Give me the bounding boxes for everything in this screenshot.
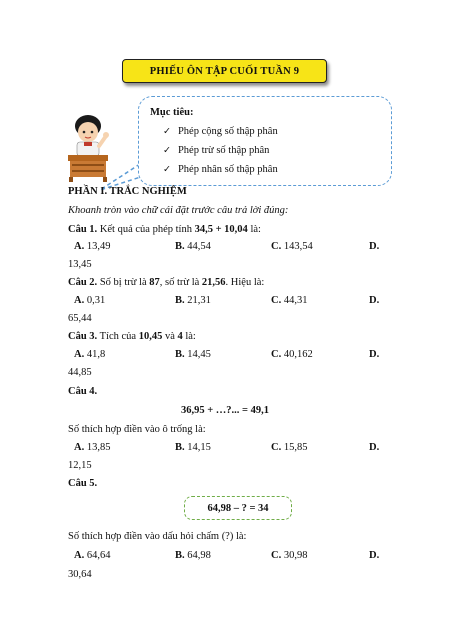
- question-2: Câu 2. Số bị trừ là 87, số trừ là 21,56. Hiệu là:: [68, 277, 265, 288]
- question-4-expression: 36,95 + …?... = 49,1: [180, 405, 270, 416]
- instruction-text: Khoanh tròn vào chữ cái đặt trước câu trả lời đúng:: [68, 205, 289, 216]
- option-b[interactable]: B. 14,15: [175, 442, 211, 453]
- goal-item: [163, 145, 269, 156]
- option-a[interactable]: A. 13,49: [74, 241, 111, 252]
- option-b[interactable]: B. 44,54: [175, 241, 211, 252]
- question-4-label: Câu 4.: [68, 386, 98, 397]
- question-5-label: Câu 5.: [68, 478, 98, 489]
- option-c[interactable]: C. 15,85: [271, 442, 308, 453]
- option-d[interactable]: D.: [369, 295, 380, 306]
- option-b[interactable]: B. 64,98: [175, 550, 211, 561]
- option-b[interactable]: B. 14,45: [175, 349, 211, 360]
- question-expression: 34,5 + 10,04: [194, 224, 248, 235]
- question-1: [68, 224, 261, 235]
- question-5-prompt: Số thích hợp điền vào dấu hỏi chấm (?) là:: [68, 531, 247, 542]
- option-a[interactable]: A. 41,8: [74, 349, 106, 360]
- goal-item: [163, 164, 278, 175]
- option-d-value[interactable]: 30,64: [68, 569, 92, 580]
- question-text: là:: [247, 224, 261, 235]
- option-a[interactable]: A. 13,85: [74, 442, 111, 453]
- option-d[interactable]: D.: [369, 241, 380, 252]
- goal-item-label: Phép nhân số thập phân: [177, 164, 278, 175]
- option-d-value[interactable]: 44,85: [68, 367, 92, 378]
- option-d[interactable]: D.: [369, 550, 380, 561]
- question-3: Câu 3. Tích của 10,45 và 4 là:: [68, 331, 196, 342]
- option-c[interactable]: C. 44,31: [271, 295, 308, 306]
- goals-heading: Mục tiêu:: [150, 107, 194, 118]
- option-a[interactable]: A. 0,31: [74, 295, 106, 306]
- check-icon: ✓: [163, 145, 171, 156]
- question-label: Câu 3.: [68, 331, 98, 342]
- goal-item-label: Phép trừ số thập phân: [177, 145, 270, 156]
- option-d-value[interactable]: 13,45: [68, 259, 92, 270]
- option-a[interactable]: A. 64,64: [74, 550, 111, 561]
- goal-item-label: Phép cộng số thập phân: [177, 126, 278, 137]
- worksheet-title: PHIẾU ÔN TẬP CUỐI TUẦN 9: [122, 59, 327, 83]
- option-d[interactable]: D.: [369, 349, 380, 360]
- section-heading: PHẦN I. TRẮC NGHIỆM: [68, 186, 187, 197]
- check-icon: ✓: [163, 164, 171, 175]
- question-4-prompt: Số thích hợp điền vào ô trống là:: [68, 424, 206, 435]
- question-text: Kết quả của phép tính: [97, 224, 195, 235]
- question-label: Câu 2.: [68, 277, 98, 288]
- goal-item: [163, 126, 278, 137]
- option-c[interactable]: C. 40,162: [271, 349, 313, 360]
- question-5-expression: 64,98 – ? = 34: [184, 496, 292, 520]
- question-label: Câu 1.: [68, 224, 98, 235]
- option-c[interactable]: C. 143,54: [271, 241, 313, 252]
- option-c[interactable]: C. 30,98: [271, 550, 308, 561]
- option-d-value[interactable]: 12,15: [68, 460, 92, 471]
- option-d-value[interactable]: 65,44: [68, 313, 92, 324]
- option-b[interactable]: B. 21,31: [175, 295, 211, 306]
- check-icon: ✓: [163, 126, 171, 137]
- option-d[interactable]: D.: [369, 442, 380, 453]
